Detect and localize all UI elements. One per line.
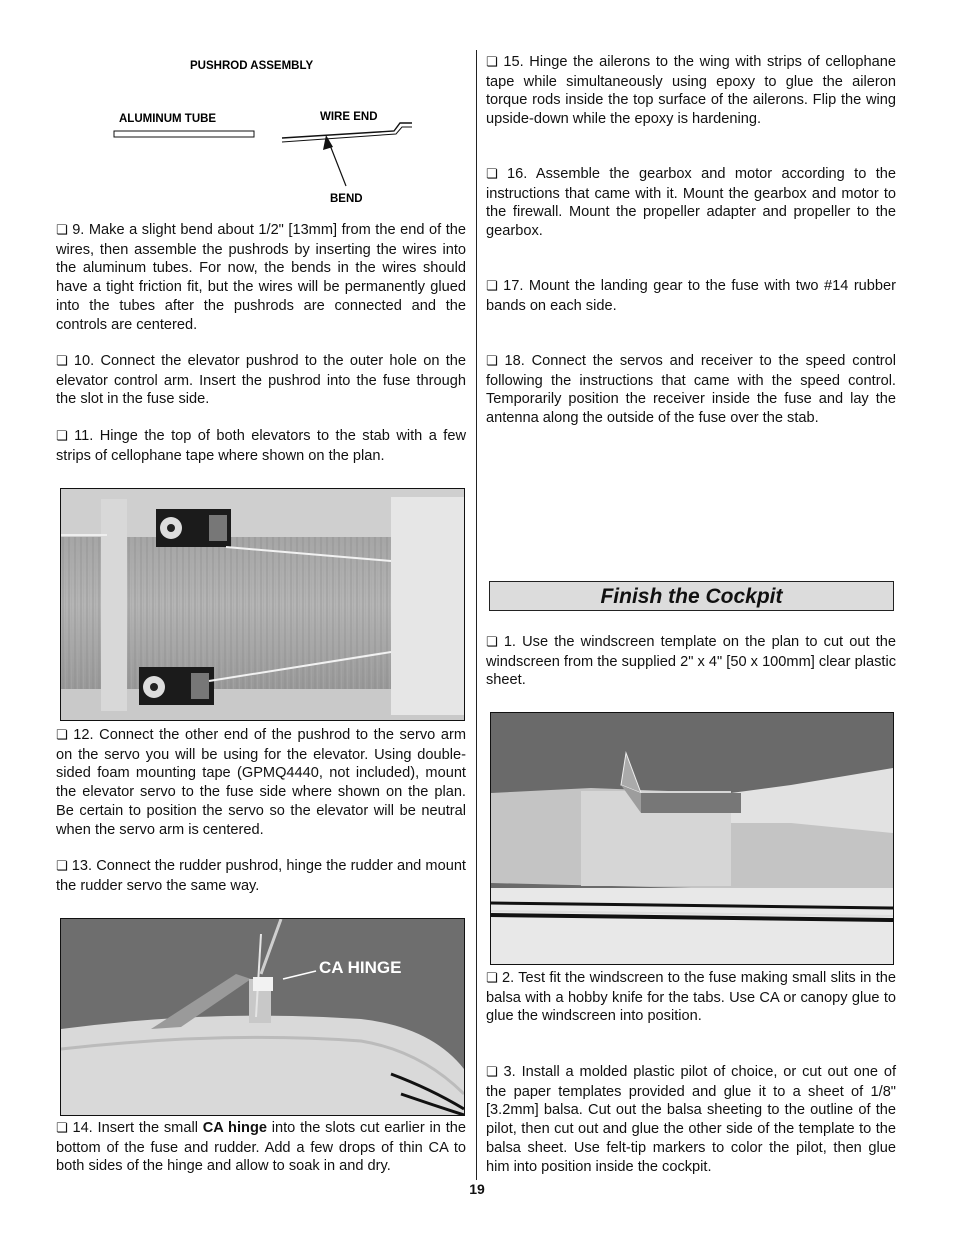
section-header-finish-cockpit — [489, 581, 894, 611]
step-13-text: 13. Connect the rudder pushrod, hinge the rudder and mount the rudder servo the same way. — [56, 858, 466, 894]
column-divider — [476, 50, 477, 1180]
checkbox-icon[interactable]: ❏ — [56, 223, 68, 238]
cockpit-step-2-text: 2. Test fit the windscreen to the fuse making small slits in the balsa with a hobby knife for the tabs. Use CA or canopy glue to glue the windscreen into position. — [486, 970, 897, 1025]
ca-hinge-label: CA HINGE — [319, 958, 402, 977]
photo-ca-hinge — [60, 918, 465, 1116]
checkbox-icon[interactable]: ❏ — [486, 279, 498, 294]
photo-servo-install — [60, 488, 465, 721]
checkbox-icon[interactable]: ❏ — [56, 429, 68, 444]
checkbox-icon[interactable]: ❏ — [486, 971, 498, 986]
pushrod-assembly-diagram — [100, 50, 420, 210]
step-17 — [486, 277, 896, 315]
wire-shape — [282, 123, 412, 138]
step-11-text: 11. Hinge the top of both elevators to the stab with a few strips of cellophane tape where shown on the plan. — [56, 428, 466, 464]
step-15-text: 15. Hinge the ailerons to the wing with strips of cellophane tape while simultaneously using epoxy to glue the aileron torque rods inside the top surface of the ailerons. Flip the wing upside-down while the epoxy is hardening. — [486, 54, 896, 128]
step-10-text: 10. Connect the elevator pushrod to the outer hole on the elevator control arm. Insert the pushrod into the fuse through the slot in the fuse side. — [56, 353, 466, 408]
step-15 — [486, 53, 896, 129]
cockpit-step-3-text: 3. Install a molded plastic pilot of choice, or cut out one of the paper templates provided and glue it to a sheet of 1/8" [3.2mm] balsa. Cut out the balsa sheeting to the outline of the pilot, then cut out and glue the other side of the template to the balsa sheet. Use felt-tip markers to color the pilot, then glue him into position inside the cockpit. — [486, 1064, 896, 1175]
step-14-text-a: 14. Insert the small — [72, 1120, 203, 1136]
checkbox-icon[interactable]: ❏ — [486, 1065, 498, 1080]
page-number: 19 — [469, 1181, 485, 1197]
cockpit-step-2 — [486, 969, 896, 1026]
label-wire-end: WIRE END — [320, 111, 378, 123]
step-12 — [56, 726, 466, 839]
diagram-title: PUSHROD ASSEMBLY — [190, 60, 314, 72]
checkbox-icon[interactable]: ❏ — [56, 728, 68, 743]
checkbox-icon[interactable]: ❏ — [56, 354, 68, 369]
step-17-text: 17. Mount the landing gear to the fuse with two #14 rubber bands on each side. — [486, 278, 897, 314]
cockpit-step-1 — [486, 633, 896, 690]
step-16-text: 16. Assemble the gearbox and motor according to the instructions that came with it. Mount the gearbox and motor to the firewall. Mount the propeller adapter and propeller to the gearbox. — [486, 166, 896, 240]
checkbox-icon[interactable]: ❏ — [486, 55, 498, 70]
step-9 — [56, 221, 466, 334]
step-18 — [486, 352, 896, 428]
checkbox-icon[interactable]: ❏ — [56, 859, 68, 874]
step-14-bold: CA hinge — [202, 1120, 267, 1136]
label-bend: BEND — [330, 193, 363, 205]
step-18-text: 18. Connect the servos and receiver to the speed control following the instructions that came with the speed control. Temporarily position the receiver inside the fuse and lay the antenna along the outside of the fuse over the stab. — [486, 353, 897, 427]
label-aluminum-tube: ALUMINUM TUBE — [119, 113, 217, 125]
photo-servo-install-image — [61, 489, 464, 720]
checkbox-icon[interactable]: ❏ — [486, 167, 498, 182]
checkbox-icon[interactable]: ❏ — [56, 1121, 68, 1136]
photo-ca-hinge-image — [61, 919, 464, 1115]
section-title: Finish the Cockpit — [600, 585, 783, 608]
photo-windscreen — [490, 712, 894, 965]
checkbox-icon[interactable]: ❏ — [486, 635, 498, 650]
step-14 — [56, 1119, 466, 1176]
photo-windscreen-image — [491, 713, 893, 964]
step-13 — [56, 857, 466, 895]
step-12-text: 12. Connect the other end of the pushrod to the servo arm on the servo you will be using for the elevator. Using double-sided foam mounting tape (GPMQ4440, not included), mount the elevator servo to the fuse side where shown on the plan. Be certain to position the servo so the elevator will be neutral when the servo arm is centered. — [56, 727, 466, 838]
cockpit-step-1-text: 1. Use the windscreen template on the plan to cut out the windscreen from the supplied 2" x 4" [50 x 100mm] clear plastic sheet. — [486, 634, 896, 689]
step-16 — [486, 165, 896, 241]
step-11 — [56, 427, 466, 465]
aluminum-tube-shape — [114, 131, 254, 137]
checkbox-icon[interactable]: ❏ — [486, 354, 498, 369]
step-10 — [56, 352, 466, 409]
step-9-text: 9. Make a slight bend about 1/2" [13mm] from the end of the wires, then assemble the pushrods by inserting the wires into the aluminum tubes. For now, the bends in the wires should have a tight friction fit, but the wires will be permanently glued into the tubes after the pushrods are connected and the controls are centered. — [56, 222, 466, 333]
step-14-text-b: into the slots cut earlier in the bottom of the fuse and rudder. Add a few drops of thin CA to both sides of the hinge and allow to soak in and dry. — [56, 1120, 466, 1175]
cockpit-step-3 — [486, 1063, 896, 1176]
